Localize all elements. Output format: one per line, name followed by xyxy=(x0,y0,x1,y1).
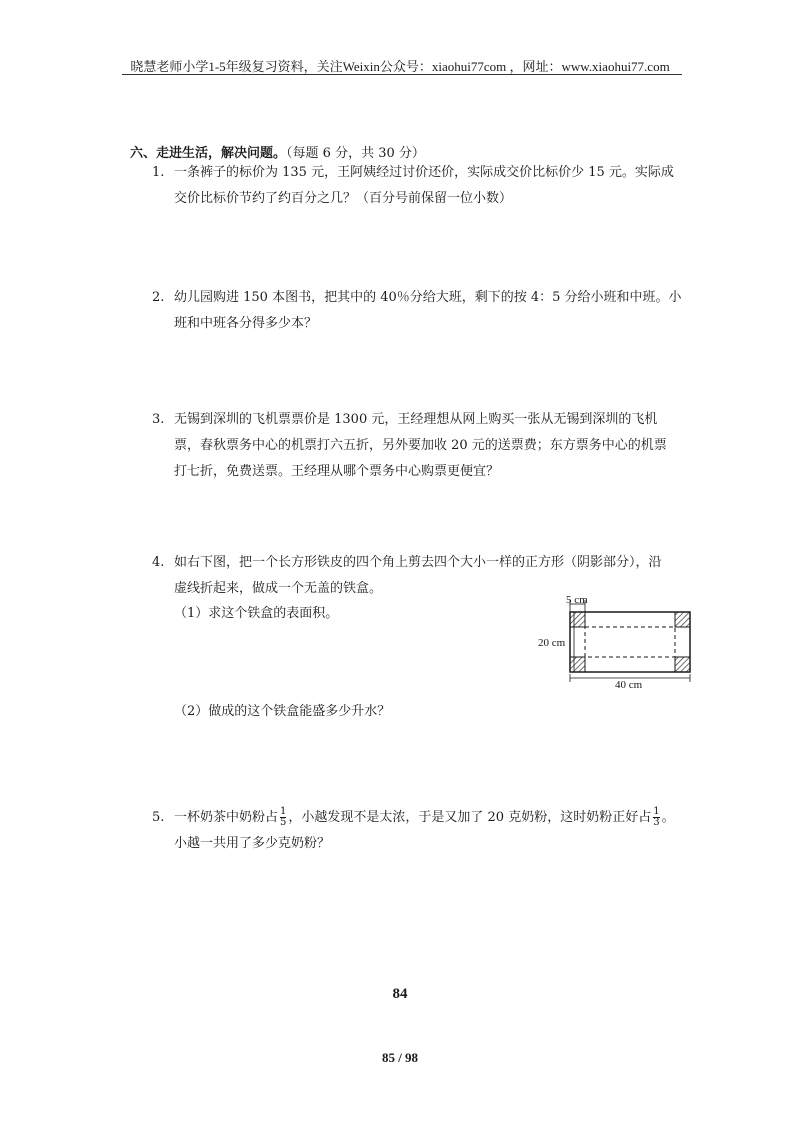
fold-lines xyxy=(585,627,675,657)
question-text-segment: ，小越发现不是太浓，于是又加了 20 克奶粉，这时奶粉正好占 xyxy=(288,810,652,825)
question-text-line: 小越一共用了多少克奶粉？ xyxy=(174,836,331,851)
question-text-line: 交价比标价节约了约百分之几？（百分号前保留一位小数） xyxy=(174,191,513,206)
iron-sheet-diagram xyxy=(528,592,708,692)
question-text-line: 幼儿园购进 150 本图书，把其中的 40％分给大班，剩下的按 4：5 分给小班和中班。小 xyxy=(174,290,682,305)
question-4-part-2: （2）做成的这个铁盒能盛多少升水？ xyxy=(174,704,391,719)
section-title xyxy=(130,142,425,161)
question-text-line: 打七折，免费送票。王经理从哪个票务中心购票更便宜？ xyxy=(174,464,500,479)
fraction-one-fifth xyxy=(280,807,286,828)
question-number: 4. xyxy=(152,555,165,570)
question-text-line: 如右下图，把一个长方形铁皮的四个角上剪去四个大小一样的正方形（阴影部分），沿 xyxy=(174,555,662,570)
corner-square-bottom-left xyxy=(570,657,585,672)
question-text-segment: 。 xyxy=(661,810,675,825)
corner-square-bottom-right xyxy=(675,657,690,672)
dimension-label-bottom: 40 cm xyxy=(615,679,643,691)
question-number: 3. xyxy=(152,412,165,427)
question-2 xyxy=(152,285,682,337)
question-5 xyxy=(152,805,675,857)
section-heading: 走进生活，解决问题。 xyxy=(156,146,287,161)
question-number: 1. xyxy=(152,165,165,180)
question-text-segment: 一杯奶茶中奶粉占 xyxy=(174,810,279,825)
question-1 xyxy=(152,160,674,212)
page-count: 85 / 98 xyxy=(381,1050,419,1065)
page-number: 84 xyxy=(392,986,408,1002)
question-text-line: 一条裤子的标价为 135 元，王阿姨经过讨价还价，实际成交价比标价少 15 元。实际成 xyxy=(174,165,674,180)
header-divider xyxy=(122,74,682,75)
fraction-denominator: 5 xyxy=(280,817,287,828)
sheet-outline xyxy=(570,612,690,672)
question-text-line: 无锡到深圳的飞机票票价是 1300 元，王经理想从网上购买一张从无锡到深圳的飞机 xyxy=(174,412,658,427)
dimension-label-left: 20 cm xyxy=(538,637,566,649)
fraction-numerator: 1 xyxy=(653,806,660,817)
question-text-line: 虚线折起来，做成一个无盖的铁盒。 xyxy=(174,581,383,596)
question-4-part-1: （1）求这个铁盒的表面积。 xyxy=(174,606,339,621)
corner-square-top-right xyxy=(675,612,690,627)
section-note: （每题 6 分，共 30 分） xyxy=(286,146,425,161)
question-text-line: 票，春秋票务中心的机票打六五折，另外要加收 20 元的送票费；东方票务中心的机票 xyxy=(174,438,667,453)
question-number: 2. xyxy=(152,290,165,305)
question-3 xyxy=(152,407,667,485)
question-text-line: 班和中班各分得多少本？ xyxy=(174,316,318,331)
fraction-numerator: 1 xyxy=(280,806,287,817)
page-header: 晓慧老师小学1-5年级复习资料，关注Weixin公众号：xiaohui77com ，网址：www.xiaohui77.com xyxy=(130,59,670,74)
section-number: 六、 xyxy=(130,146,157,161)
dimension-label-top: 5 cm xyxy=(566,594,588,606)
fraction-one-third xyxy=(653,807,659,828)
corner-square-top-left xyxy=(570,612,585,627)
question-number: 5. xyxy=(152,810,165,825)
fraction-denominator: 3 xyxy=(653,817,660,828)
